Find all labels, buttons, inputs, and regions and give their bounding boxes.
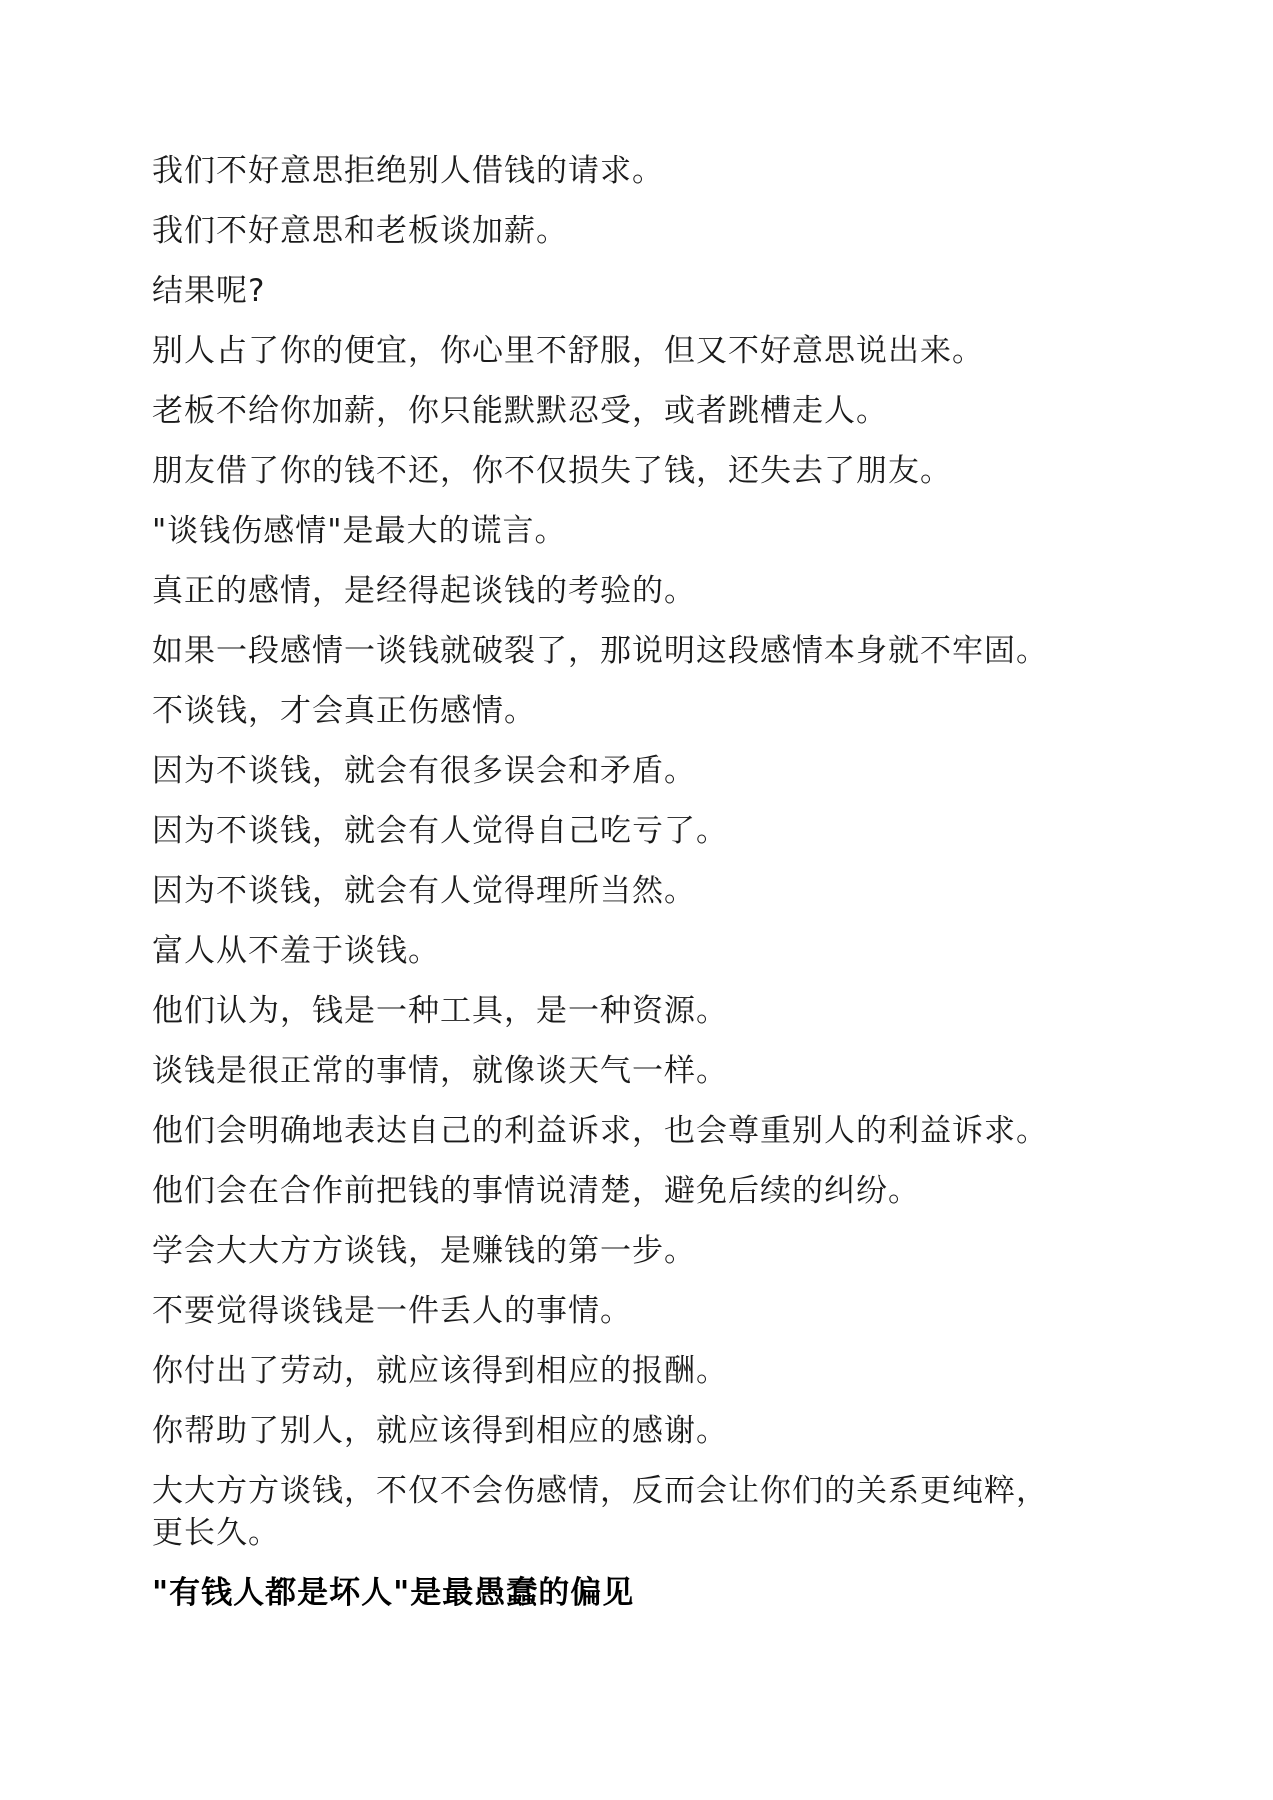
paragraph: 因为不谈钱，就会有人觉得自己吃亏了。 <box>152 813 728 849</box>
paragraph: 别人占了你的便宜，你心里不舒服，但又不好意思说出来。 <box>152 333 984 369</box>
paragraph: 不要觉得谈钱是一件丢人的事情。 <box>152 1293 632 1329</box>
paragraph: 朋友借了你的钱不还，你不仅损失了钱，还失去了朋友。 <box>152 453 952 489</box>
paragraph: 我们不好意思和老板谈加薪。 <box>152 213 568 249</box>
paragraph: 他们会在合作前把钱的事情说清楚，避免后续的纠纷。 <box>152 1173 920 1209</box>
paragraph: 他们会明确地表达自己的利益诉求，也会尊重别人的利益诉求。 <box>152 1113 1048 1149</box>
paragraph: 你帮助了别人，就应该得到相应的感谢。 <box>152 1413 728 1449</box>
paragraph: 老板不给你加薪，你只能默默忍受，或者跳槽走人。 <box>152 393 888 429</box>
paragraph: 不谈钱，才会真正伤感情。 <box>152 693 536 729</box>
paragraph: 谈钱是很正常的事情，就像谈天气一样。 <box>152 1053 728 1089</box>
section-heading: "有钱人都是坏人"是最愚蠢的偏见 <box>152 1575 635 1611</box>
paragraph: 如果一段感情一谈钱就破裂了，那说明这段感情本身就不牢固。 <box>152 633 1048 669</box>
paragraph: 他们认为，钱是一种工具，是一种资源。 <box>152 993 728 1029</box>
paragraph: 因为不谈钱，就会有很多误会和矛盾。 <box>152 753 696 789</box>
paragraph: 我们不好意思拒绝别人借钱的请求。 <box>152 153 664 189</box>
paragraph: 真正的感情，是经得起谈钱的考验的。 <box>152 573 696 609</box>
document-body <box>152 150 1152 1632</box>
paragraph: 学会大大方方谈钱，是赚钱的第一步。 <box>152 1233 696 1269</box>
paragraph: 你付出了劳动，就应该得到相应的报酬。 <box>152 1353 728 1389</box>
paragraph: "谈钱伤感情"是最大的谎言。 <box>152 513 567 549</box>
paragraph: 因为不谈钱，就会有人觉得理所当然。 <box>152 873 696 909</box>
paragraph: 结果呢? <box>152 273 266 309</box>
paragraph: 富人从不羞于谈钱。 <box>152 933 440 969</box>
paragraph: 大大方方谈钱，不仅不会伤感情，反而会让你们的关系更纯粹，更长久。 <box>152 1473 1048 1551</box>
